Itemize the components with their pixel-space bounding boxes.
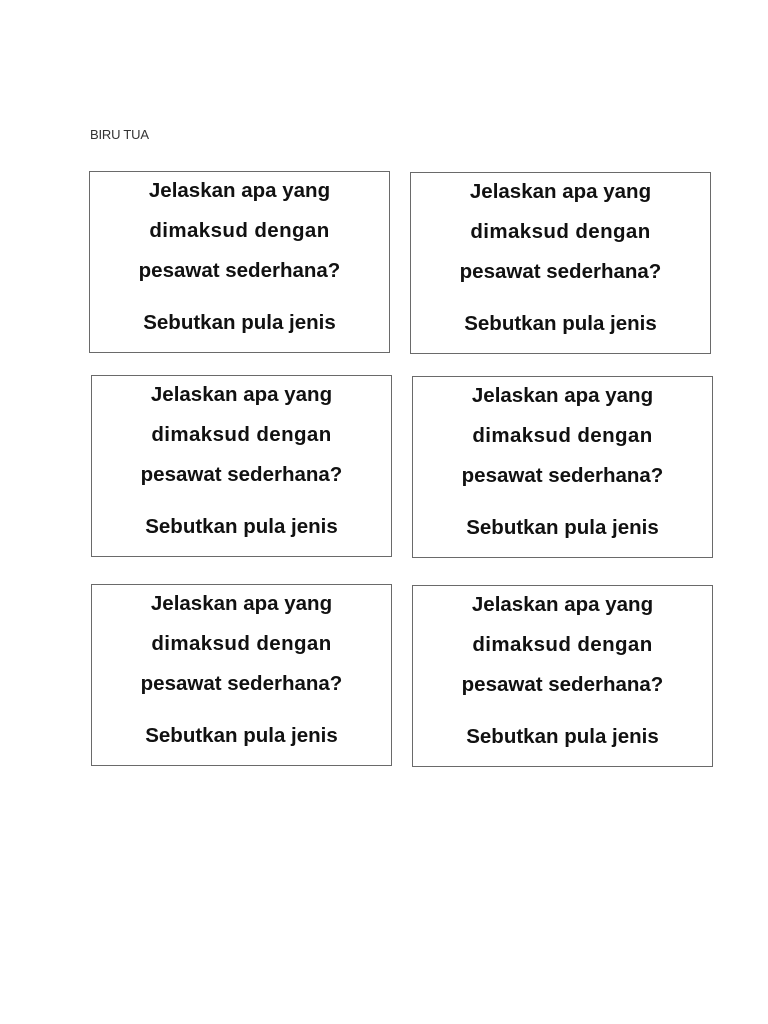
question-line: Jelaskan apa yang (148, 179, 331, 202)
question-line: Jelaskan apa yang (471, 593, 654, 616)
question-line: Sebutkan pula jenis (145, 515, 338, 538)
question-line: dimaksud dengan (149, 219, 330, 242)
question-line: pesawat sederhana? (461, 673, 664, 696)
question-line: pesawat sederhana? (459, 260, 662, 283)
question-card (412, 376, 713, 558)
question-card (91, 584, 392, 766)
question-line: Sebutkan pula jenis (466, 516, 659, 539)
question-line: pesawat sederhana? (140, 463, 343, 486)
question-line: pesawat sederhana? (140, 672, 343, 695)
question-line: Jelaskan apa yang (150, 383, 333, 406)
question-line: pesawat sederhana? (461, 464, 664, 487)
question-card (91, 375, 392, 557)
question-card (412, 585, 713, 767)
question-card (89, 171, 390, 353)
question-line: Sebutkan pula jenis (464, 312, 657, 335)
question-line: Jelaskan apa yang (469, 180, 652, 203)
question-line: dimaksud dengan (151, 423, 332, 446)
question-line: dimaksud dengan (472, 424, 653, 447)
question-line: pesawat sederhana? (138, 259, 341, 282)
question-card (410, 172, 711, 354)
question-line: dimaksud dengan (151, 632, 332, 655)
color-label: BIRU TUA (90, 127, 149, 142)
question-line: Sebutkan pula jenis (466, 725, 659, 748)
question-line: dimaksud dengan (470, 220, 651, 243)
question-line: Jelaskan apa yang (471, 384, 654, 407)
question-line: Sebutkan pula jenis (143, 311, 336, 334)
question-line: dimaksud dengan (472, 633, 653, 656)
question-line: Sebutkan pula jenis (145, 724, 338, 747)
question-line: Jelaskan apa yang (150, 592, 333, 615)
